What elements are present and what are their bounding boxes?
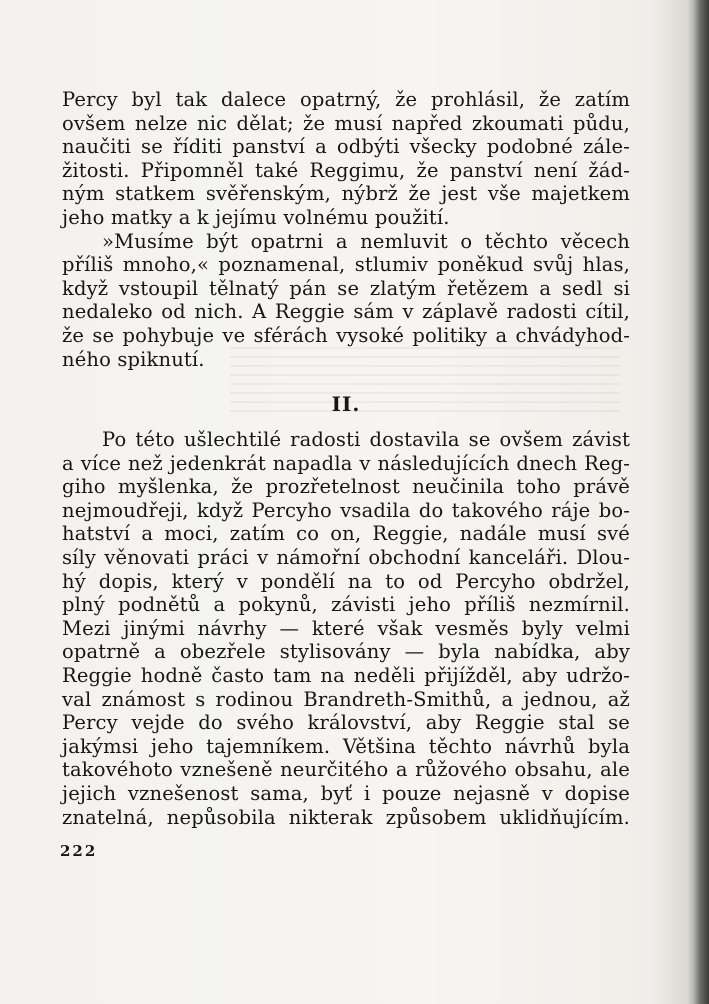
text-line: val známost s rodinou Brandreth-Smithů, a jednou, až [62, 687, 630, 711]
chapter-section-heading: II. [331, 392, 361, 416]
text-line: Percy vejde do svého království, aby Reggie stal se [62, 711, 630, 735]
text-line: nejmoudřeji, když Percyho vsadila do takového ráje bo- [62, 498, 630, 522]
page-number: 222 [60, 842, 98, 860]
text-line: když vstoupil tělnatý pán se zlatým řetězem a sedl si [62, 276, 630, 300]
text-line: že se pohybuje ve sférách vysoké politiky a chvádyhod- [62, 323, 630, 347]
body-text-upper [62, 88, 630, 371]
body-text-lower [62, 428, 630, 829]
text-line: jejich vznešenost sama, byť i pouze nejasně v dopise [62, 781, 630, 805]
text-line: nedaleko od nich. A Reggie sám v záplavě radosti cítil, [62, 300, 630, 324]
text-line: síly věnovati práci v námořní obchodní kanceláři. Dlou- [62, 545, 630, 569]
text-line: jakýmsi jeho tajemníkem. Většina těchto návrhů byla [62, 734, 630, 758]
text-line: znatelná, nepůsobila nikterak způsobem uklidňujícím. [62, 805, 630, 829]
text-line: ného spiknutí. [62, 347, 205, 371]
text-line: opatrně a obezřele stylisovány — byla nabídka, aby [62, 640, 630, 664]
text-line: ovšem nelze nic dělat; že musí napřed zkoumati půdu, [62, 111, 630, 135]
text-line: hý dopis, který v pondělí na to od Percyho obdržel, [62, 569, 630, 593]
text-line: Reggie hodně často tam na neděli přijížděl, aby udržo- [62, 663, 630, 687]
text-line: Mezi jinými návrhy — které však vesměs byly velmi [62, 616, 630, 640]
text-line: a více než jedenkrát napadla v následujících dnech Reg- [62, 451, 630, 475]
text-line: příliš mnoho,« poznamenal, stlumiv poněkud svůj hlas, [62, 253, 630, 277]
text-line: hatství a moci, zatím co on, Reggie, nadále musí své [62, 522, 630, 546]
text-line: plný podnětů a pokynů, závisti jeho příliš nezmírnil. [62, 593, 630, 617]
text-line: jeho matky a k jejímu volnému použití. [62, 205, 450, 229]
page-gutter-shadow [693, 0, 709, 1004]
text-line: naučiti se říditi panství a odbýti všecky podobné zále- [62, 135, 630, 159]
text-line: ným statkem svěřenským, nýbrž že jest vše majetkem [62, 182, 630, 206]
text-line: giho myšlenka, že prozřetelnost neučinila toho právě [62, 475, 630, 499]
text-line: takovéhoto vznešeně neurčitého a růžového obsahu, ale [62, 758, 630, 782]
text-line: žitosti. Připomněl také Reggimu, že panství není žád- [62, 158, 630, 182]
text-line: Po této ušlechtilé radosti dostavila se ovšem závist [102, 428, 630, 451]
text-line: »Musíme být opatrni a nemluvit o těchto věcech [102, 229, 630, 253]
text-line: Percy byl tak dalece opatrný, že prohlásil, že zatím [62, 88, 630, 111]
